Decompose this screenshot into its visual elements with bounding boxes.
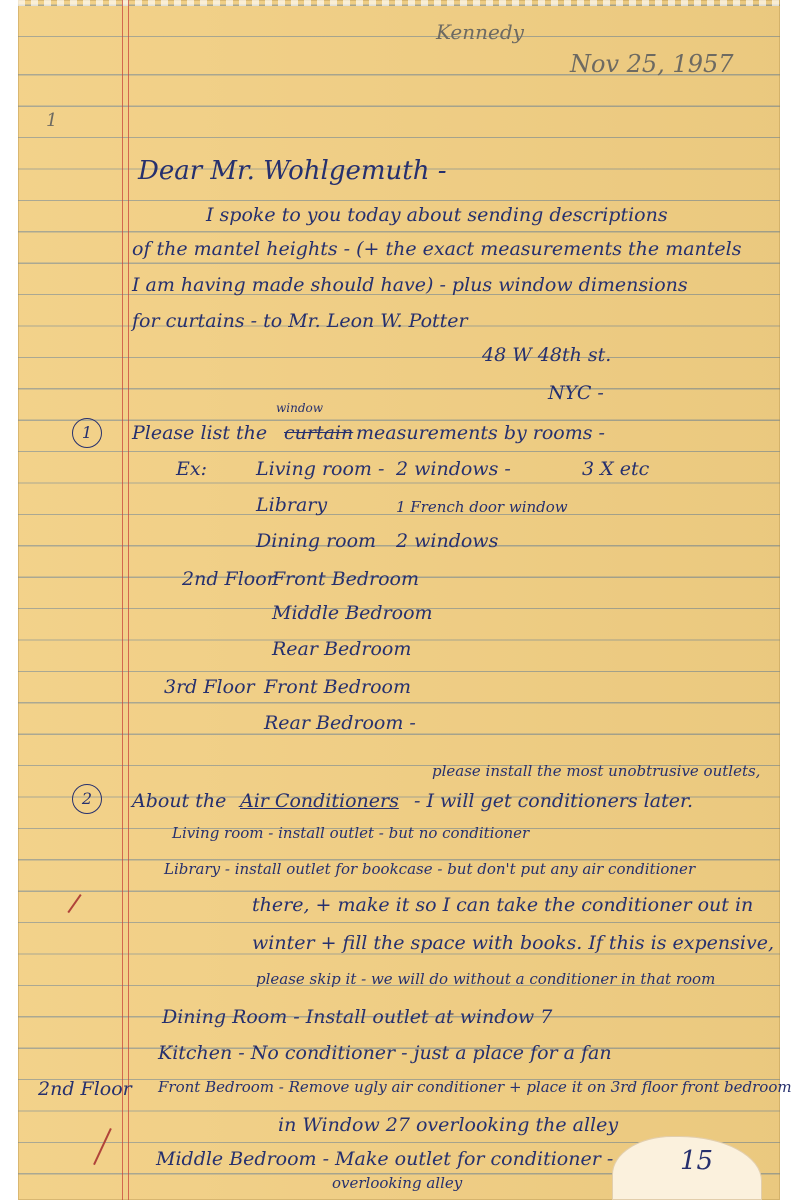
room-detail: 1 French door window xyxy=(396,498,568,516)
item2-line: Library - install outlet for bookcase - but don't put any air conditioner xyxy=(164,860,696,878)
item2-line: in Window 27 overlooking the alley xyxy=(278,1114,619,1136)
item-number-1: 1 xyxy=(72,418,102,448)
margin-rule-line xyxy=(128,0,129,1200)
margin-rule-line xyxy=(122,0,123,1200)
torn-top-edge xyxy=(18,0,780,6)
inserted-word: window xyxy=(276,401,324,415)
example-prefix: Ex: xyxy=(176,458,207,480)
room-name: Dining room xyxy=(256,530,377,552)
paragraph-line: of the mantel heights - (+ the exact measurements the mantels xyxy=(132,238,742,260)
room-detail: 2 windows - xyxy=(396,458,511,480)
floor-label: 3rd Floor xyxy=(164,676,255,698)
item2-line: Dining Room - Install outlet at window 7 xyxy=(162,1006,553,1028)
room-extra: 3 X etc xyxy=(582,458,650,480)
item2-heading-end: - I will get conditioners later. xyxy=(414,790,693,812)
floor-room: Rear Bedroom - xyxy=(264,712,416,734)
item2-line: Middle Bedroom - Make outlet for conditioner - xyxy=(156,1148,614,1170)
floor-room: Middle Bedroom xyxy=(272,602,433,624)
paragraph-line: I am having made should have) - plus window dimensions xyxy=(132,274,688,296)
margin-floor-note: 2nd Floor xyxy=(38,1078,132,1100)
page-number: 15 xyxy=(680,1146,714,1176)
item2-line: overlooking alley xyxy=(332,1174,463,1192)
address-city: NYC - xyxy=(548,382,604,404)
item-number-2: 2 xyxy=(72,784,102,814)
floor-room: Front Bedroom xyxy=(264,676,411,698)
insertion-note: please install the most unobtrusive outlets, xyxy=(432,762,761,780)
item2-line: winter + fill the space with books. If this is expensive, xyxy=(252,932,774,954)
paragraph-line: I spoke to you today about sending descriptions xyxy=(206,204,668,226)
address-street: 48 W 48th st. xyxy=(482,344,612,366)
floor-room: Rear Bedroom xyxy=(272,638,412,660)
header-name: Kennedy xyxy=(436,20,524,44)
margin-top-mark: 1 xyxy=(46,110,58,131)
item2-line: Front Bedroom - Remove ugly air conditioner + place it on 3rd floor front bedroom xyxy=(158,1078,792,1096)
room-name: Living room - xyxy=(256,458,385,480)
floor-label: 2nd Floor xyxy=(182,568,276,590)
paragraph-line: for curtains - to Mr. Leon W. Potter xyxy=(132,310,468,332)
item2-line: there, + make it so I can take the conditioner out in xyxy=(252,894,754,916)
salutation: Dear Mr. Wohlgemuth - xyxy=(138,156,447,186)
letter-date: Nov 25, 1957 xyxy=(570,50,734,78)
room-detail: 2 windows xyxy=(396,530,499,552)
item2-heading-underlined: Air Conditioners xyxy=(240,790,399,812)
item2-line: Kitchen - No conditioner - just a place for a fan xyxy=(158,1042,612,1064)
item1-intro-start: Please list the xyxy=(132,422,268,444)
item2-line: Living room - install outlet - but no conditioner xyxy=(172,824,530,842)
room-name: Library xyxy=(256,494,328,516)
item2-line: please skip it - we will do without a conditioner in that room xyxy=(256,970,716,988)
struck-word: curtain xyxy=(284,422,354,444)
item2-heading-start: About the xyxy=(132,790,227,812)
floor-room: Front Bedroom xyxy=(272,568,419,590)
item1-intro-end: measurements by rooms - xyxy=(356,422,605,444)
